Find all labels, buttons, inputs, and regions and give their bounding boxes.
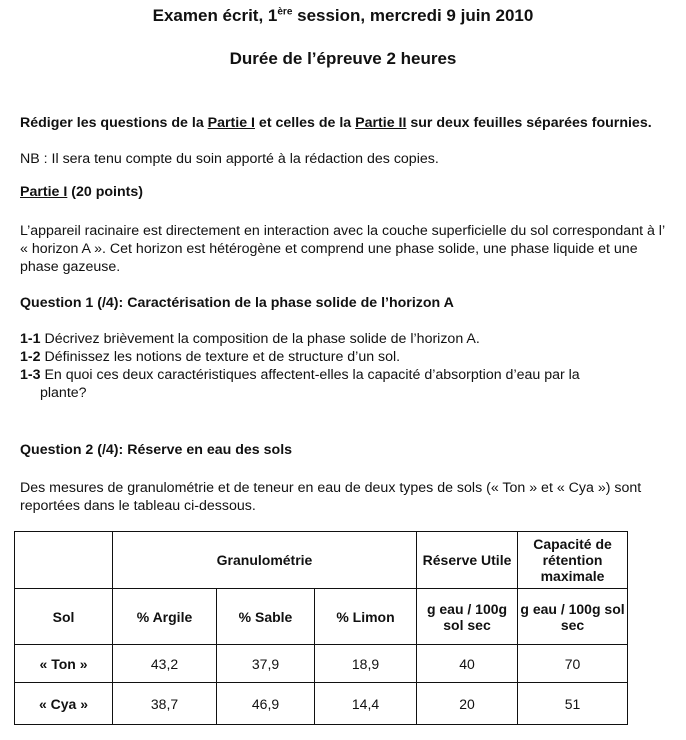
empty-cell — [15, 532, 113, 589]
table-row — [15, 645, 628, 683]
table-header-row — [15, 532, 628, 589]
instructions-note: NB : Il sera tenu compte du soin apporté à la rédaction des copies. — [20, 151, 439, 167]
cell-limon: 18,9 — [315, 645, 417, 683]
capacite-header: Capacité de rétention maximale — [518, 532, 628, 589]
partie1-ref: Partie I — [207, 115, 255, 131]
question-item: 1-3 En quoi ces deux caractéristiques affectent-elles la capacité d’absorption d’eau par la — [20, 367, 580, 383]
unit-reserve: g eau / 100g sol sec — [417, 589, 518, 645]
question-item: 1-1 Décrivez brièvement la composition de la phase solide de l’horizon A. — [20, 331, 480, 347]
question1-heading: Question 1 (/4): Caractérisation de la phase solide de l’horizon A — [20, 295, 454, 311]
col-limon: % Limon — [315, 589, 417, 645]
granulometrie-header: Granulométrie — [113, 532, 417, 589]
table-subheader-row — [15, 589, 628, 645]
question2-intro: Des mesures de granulométrie et de teneur en eau de deux types de sols (« Ton » et « Cya ») sont reportées dans le tableau ci-dessous. — [20, 480, 642, 514]
exam-title: Examen écrit, 1ère session, mercredi 9 juin 2010 — [152, 6, 534, 25]
question2-heading: Question 2 (/4): Réserve en eau des sols — [20, 442, 293, 458]
col-sol: Sol — [15, 589, 113, 645]
col-sable: % Sable — [217, 589, 315, 645]
cell-argile: 38,7 — [113, 683, 217, 725]
partie1-heading: Partie I (20 points) — [20, 184, 143, 200]
soil-data-table — [14, 531, 628, 725]
cell-sable: 37,9 — [217, 645, 315, 683]
question-item-continuation: plante? — [40, 385, 87, 401]
exam-duration: Durée de l’épreuve 2 heures — [229, 49, 457, 68]
reserve-header: Réserve Utile — [417, 532, 518, 589]
instructions: Rédiger les questions de la Partie I et celles de la Partie II sur deux feuilles séparées fournies. — [20, 115, 652, 131]
table-row — [15, 683, 628, 725]
cell-sable: 46,9 — [217, 683, 315, 725]
partie2-ref: Partie II — [355, 115, 407, 131]
question-item: 1-2 Définissez les notions de texture et de structure d’un sol. — [20, 349, 401, 365]
cell-limon: 14,4 — [315, 683, 417, 725]
question1-items — [20, 330, 670, 402]
cell-sol: « Ton » — [15, 645, 113, 683]
cell-reserve: 40 — [417, 645, 518, 683]
cell-argile: 43,2 — [113, 645, 217, 683]
col-argile: % Argile — [113, 589, 217, 645]
cell-reserve: 20 — [417, 683, 518, 725]
cell-capacite: 70 — [518, 645, 628, 683]
partie1-intro: L’appareil racinaire est directement en interaction avec la couche superficielle du sol correspondant à l’ « horizon A ». Cet horizon est hétérogène et comprend une phase solide, une phase liquide et une phase gazeuse. — [20, 223, 665, 275]
cell-capacite: 51 — [518, 683, 628, 725]
unit-capacite: g eau / 100g sol sec — [518, 589, 628, 645]
cell-sol: « Cya » — [15, 683, 113, 725]
